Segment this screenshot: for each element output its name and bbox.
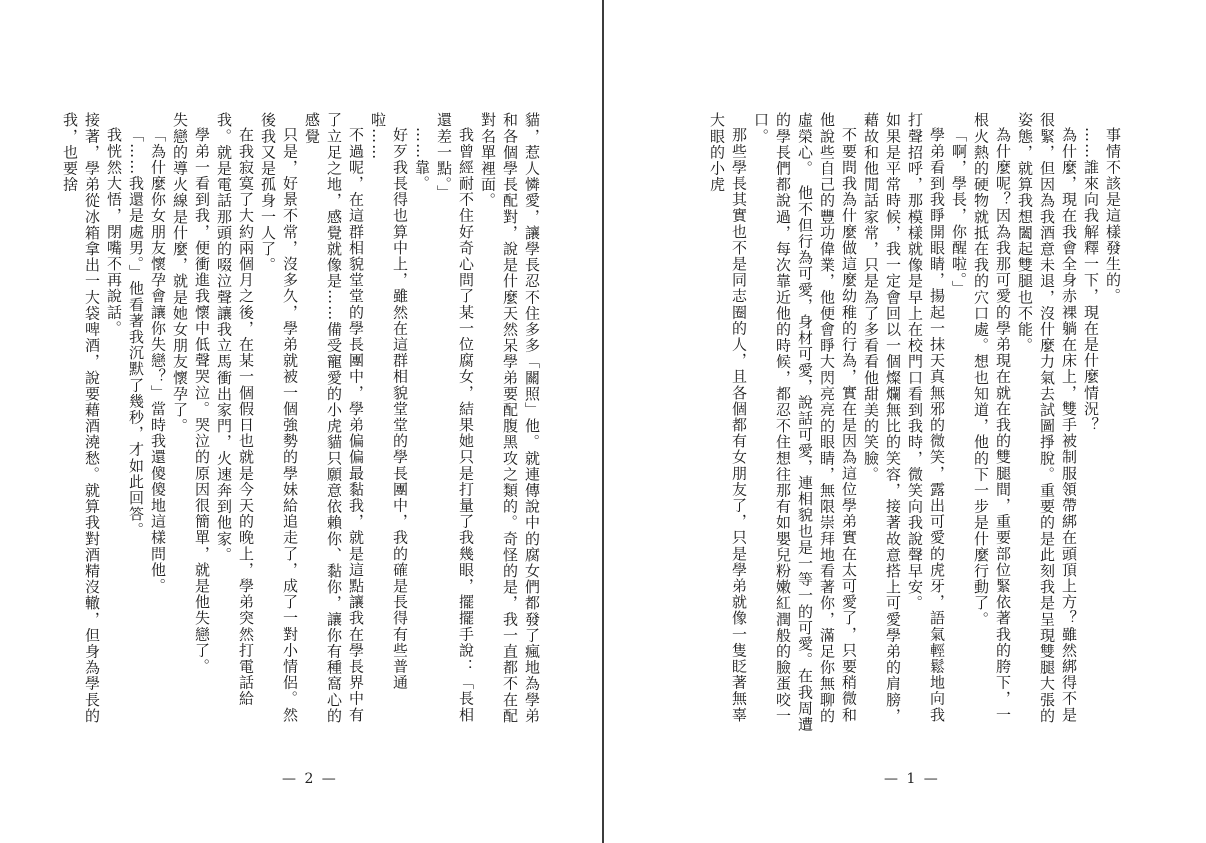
page-number: — 2 — [282,771,338,787]
right-page-text [694,112,1124,736]
paragraph: 只是，好景不常，沒多久，學弟就被一個強勢的學妹給追走了，成了一對小情侶。然後我又是孤身一人了。 [259,112,299,723]
paragraph: 接著，學弟從冰箱拿出一大袋啤酒，說要藉酒澆愁。就算我對酒精沒轍，但身為學長的我，也要捨 [61,112,101,724]
paragraph: 學弟看到我睜開眼睛，揚起一抹天真無邪的微笑，露出可愛的虎牙，語氣輕鬆地向我打聲招呼，那模樣就像是早上在校門口看到我時，微笑向我說聲早安。 [906,112,946,723]
page-number: — 1 — [884,771,940,787]
paragraph: 我曾經耐不住好奇心問了某一位腐女，結果她只是打量了我幾眼，擺擺手說：「長相還差一點。」 [435,112,475,723]
paragraph: 貓，惹人憐愛，讓學長忍不住多多「關照」他。就連傳說中的腐女們都發了瘋地為學弟和各個學長配對，說是什麼天然呆學弟要配腹黑攻之類的。奇怪的是，我一直都不在配對名單裡面。 [479,112,541,724]
paragraph: 那些學長其實也不是同志圈的人，且各個都有女朋友了，只是學弟就像一隻眨著無辜大眼的小虎 [708,112,748,723]
paragraph: 我恍然大悟，閉嘴不再說話。 [105,127,123,337]
paragraph: 失戀的導火線是什麼，就是她女朋友懷孕了。 [171,112,189,434]
paragraph: ……靠。 [413,127,431,192]
paragraph: 「啊，學長，你醒啦。」 [950,127,968,297]
left-page-text [61,112,543,736]
paragraph: 好歹我長得也算中上，雖然在這群相貌堂堂的學長團中，我的確是長得有些普通啦…… [369,112,409,691]
paragraph: 不要問我為什麼做這麼幼稚的行為，實在是因為這位學弟實在太可愛了，只要稍微和他說些自己的豐功偉業，他便會睜大閃亮亮的眼睛，無限崇拜地看著你，滿足你無聊的虛榮心。 他不但行為可愛，身材可愛，說話可愛，連相貌也是一等一的可愛。在我周遭的學長們都說過，每次靠近他的時候，都忍不住想往那有如嬰兒粉嫩紅潤般的臉蛋咬一口。 [752,112,858,733]
paragraph: 「……我還是處男。」他看著我沉默了幾秒，才如此回答。 [127,127,145,539]
paragraph: 如果是平常時候，我一定會回以一個燦爛無比的笑容，接著故意搭上可愛學弟的肩膀，藉故和他閒話家常，只是為了多看看他甜美的笑臉。 [862,112,902,724]
paragraph: 為什麼呢？因為我那可愛的學弟現在就在我的雙腿間，重要部位緊依著我的胯下，一根火熱的硬物就抵在我的穴口處。想也知道，他的下一步是什麼行動了。 [972,112,1012,723]
paragraph: 在我寂寞了大約兩個月之後，在某一個假日也就是今天的晚上，學弟突然打電話給我。就是電話那頭的啜泣聲讓我立馬衝出家門，火速奔到他家。 [215,112,255,707]
left-page [0,0,602,843]
paragraph: 不過呢，在這群相貌堂堂的學長團中，學弟偏偏最黏我，就是這點讓我在學長界中有了立足之地，感覺就像是……備受寵愛的小虎貓只願意依賴你、黏你，讓你有種窩心的感覺 [303,112,365,724]
paragraph: 為什麼，現在我會全身赤裸躺在床上，雙手被制服領帶綁在頭頂上方？雖然綁得不是很緊，但因為我酒意未退，沒什麼力氣去試圖掙脫。重要的是此刻我是呈現雙腿大張的姿態，就算我想闔起雙腿也不能。 [1016,112,1078,724]
paragraph: 學弟一看到我，便衝進我懷中低聲哭泣。哭泣的原因很簡單，就是他失戀了。 [193,127,211,675]
paragraph: ……誰來向我解釋一下，現在是什麼情況？ [1082,127,1100,433]
paragraph: 「為什麼你女朋友懷孕會讓你失戀？」當時我還傻傻地這樣問他。 [149,127,167,594]
right-page [604,0,1206,843]
paragraph: 事情不該是這樣發生的。 [1104,127,1122,305]
